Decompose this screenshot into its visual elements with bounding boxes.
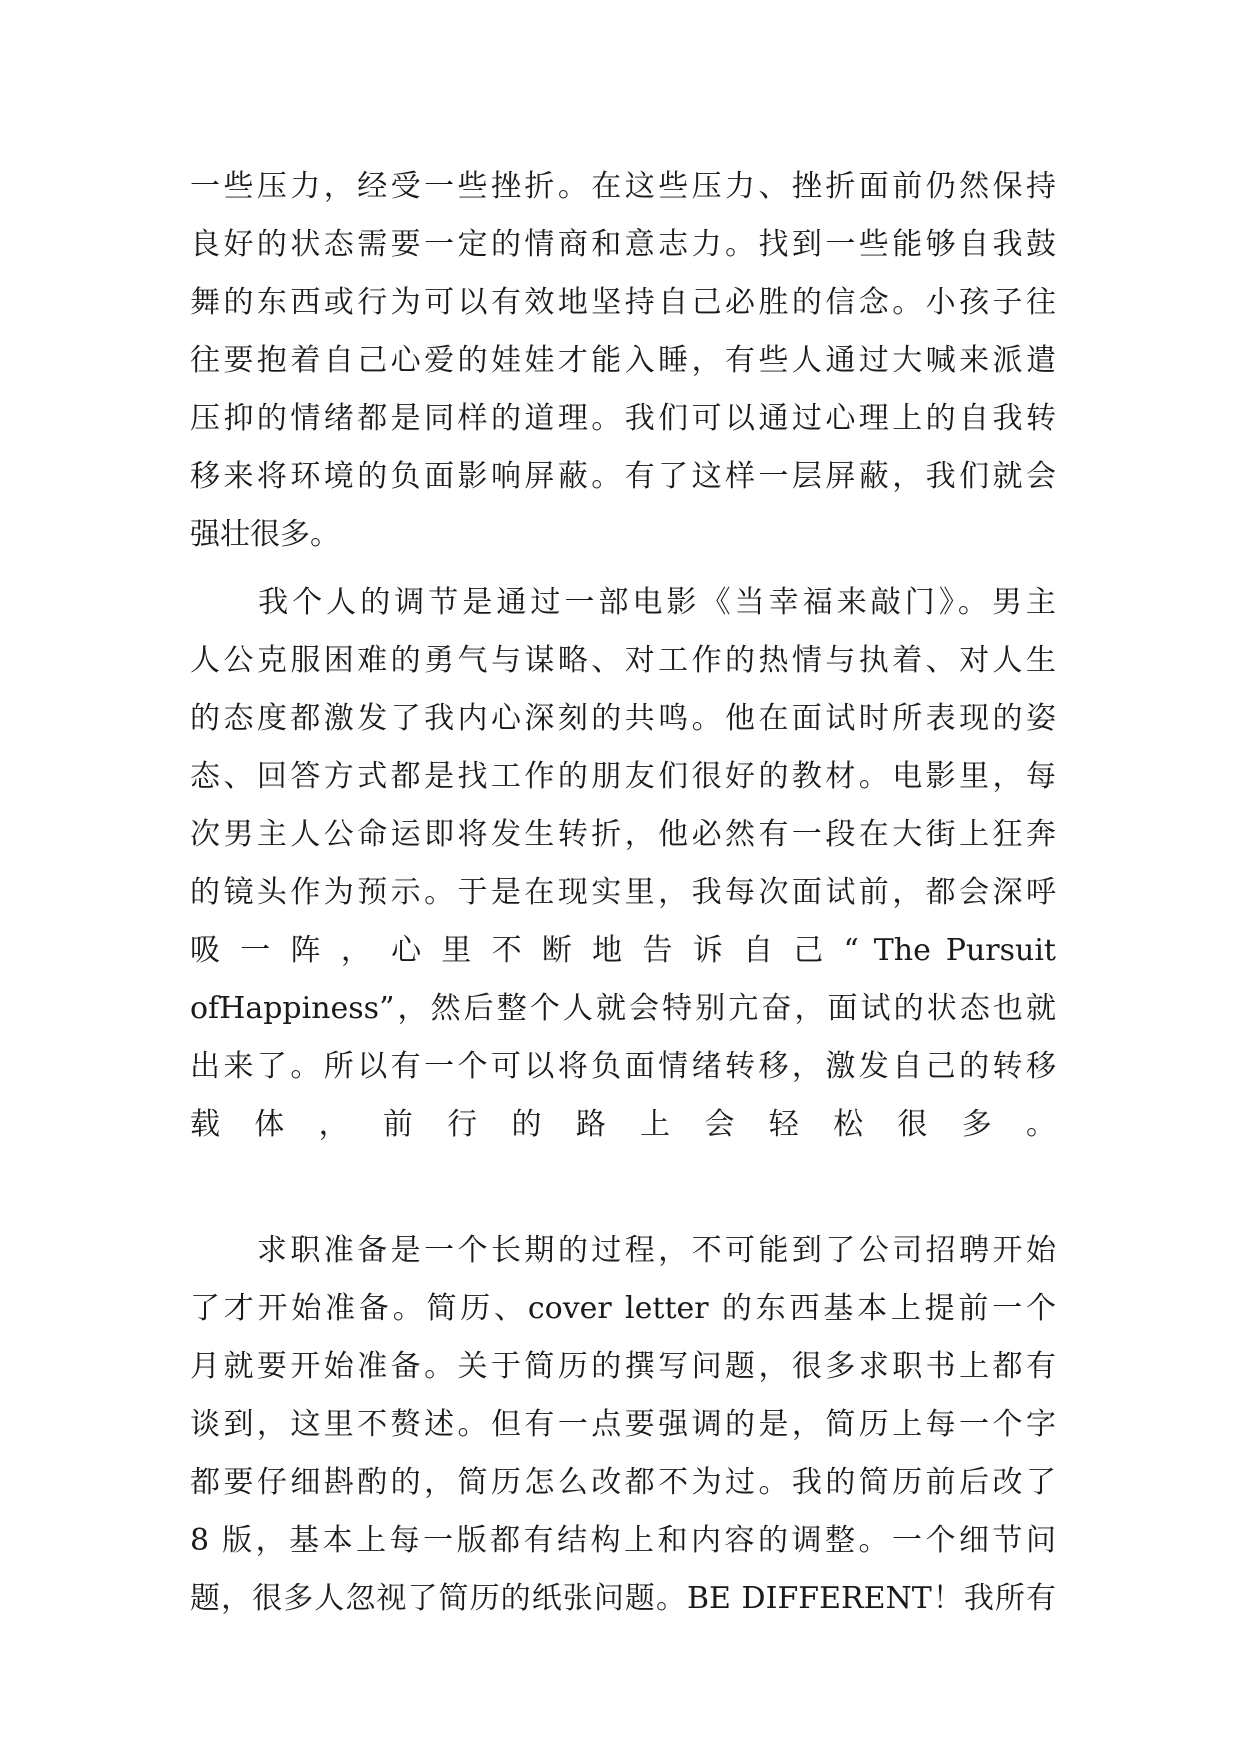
text-line: 了才开始准备。简历、cover letter 的东西基本上提前一个 bbox=[190, 1291, 1056, 1326]
text-line: 舞的东西或行为可以有效地坚持自己必胜的信念。小孩子往 bbox=[190, 285, 1056, 320]
text-line: 态、回答方式都是找工作的朋友们很好的教材。电影里，每 bbox=[190, 759, 1056, 794]
text-line bbox=[190, 1154, 1056, 1212]
text-line: 人公克服困难的勇气与谋略、对工作的热情与执着、对人生 bbox=[190, 643, 1056, 678]
text-line: 我个人的调节是通过一部电影《当幸福来敲门》。男主 bbox=[190, 585, 1056, 620]
text-line: 良好的状态需要一定的情商和意志力。找到一些能够自我鼓 bbox=[190, 227, 1056, 262]
paragraph-1 bbox=[190, 158, 1056, 564]
paragraph-3 bbox=[190, 1222, 1056, 1628]
text-line: ofHappiness”，然后整个人就会特别亢奋，面试的状态也就 bbox=[190, 991, 1056, 1026]
text-line: 吸 一 阵 ， 心 里 不 断 地 告 诉 自 己 “ The Pursuit bbox=[190, 933, 1056, 968]
text-line: 强壮很多。 bbox=[190, 517, 340, 552]
text-line: 都要仔细斟酌的，简历怎么改都不为过。我的简历前后改了 bbox=[190, 1465, 1056, 1500]
paragraph-gap bbox=[190, 564, 1056, 574]
text-line: 压抑的情绪都是同样的道理。我们可以通过心理上的自我转 bbox=[190, 401, 1056, 436]
text-line: 往要抱着自己心爱的娃娃才能入睡，有些人通过大喊来派遣 bbox=[190, 343, 1056, 378]
text-line: 月就要开始准备。关于简历的撰写问题，很多求职书上都有 bbox=[190, 1349, 1056, 1384]
paragraph-2 bbox=[190, 574, 1056, 1212]
text-line: 出来了。所以有一个可以将负面情绪转移，激发自己的转移 bbox=[190, 1049, 1056, 1084]
text-line: 的镜头作为预示。于是在现实里，我每次面试前，都会深呼 bbox=[190, 875, 1056, 910]
text-line: 求职准备是一个长期的过程，不可能到了公司招聘开始 bbox=[190, 1233, 1056, 1268]
text-line: 一些压力，经受一些挫折。在这些压力、挫折面前仍然保持 bbox=[190, 169, 1056, 204]
text-line: 谈到，这里不赘述。但有一点要强调的是，简历上每一个字 bbox=[190, 1407, 1056, 1442]
text-line: 题，很多人忽视了简历的纸张问题。BE DIFFERENT！我所有 bbox=[190, 1581, 1056, 1616]
paragraph-gap bbox=[190, 1212, 1056, 1222]
text-line: 8 版，基本上每一版都有结构上和内容的调整。一个细节问 bbox=[190, 1523, 1056, 1558]
text-line: 载体，前行的路上会轻松很多。 bbox=[190, 1107, 1056, 1142]
text-line: 的态度都激发了我内心深刻的共鸣。他在面试时所表现的姿 bbox=[190, 701, 1056, 736]
text-line: 次男主人公命运即将发生转折，他必然有一段在大街上狂奔 bbox=[190, 817, 1056, 852]
text-line: 移来将环境的负面影响屏蔽。有了这样一层屏蔽，我们就会 bbox=[190, 459, 1056, 494]
document-body bbox=[190, 158, 1056, 1628]
